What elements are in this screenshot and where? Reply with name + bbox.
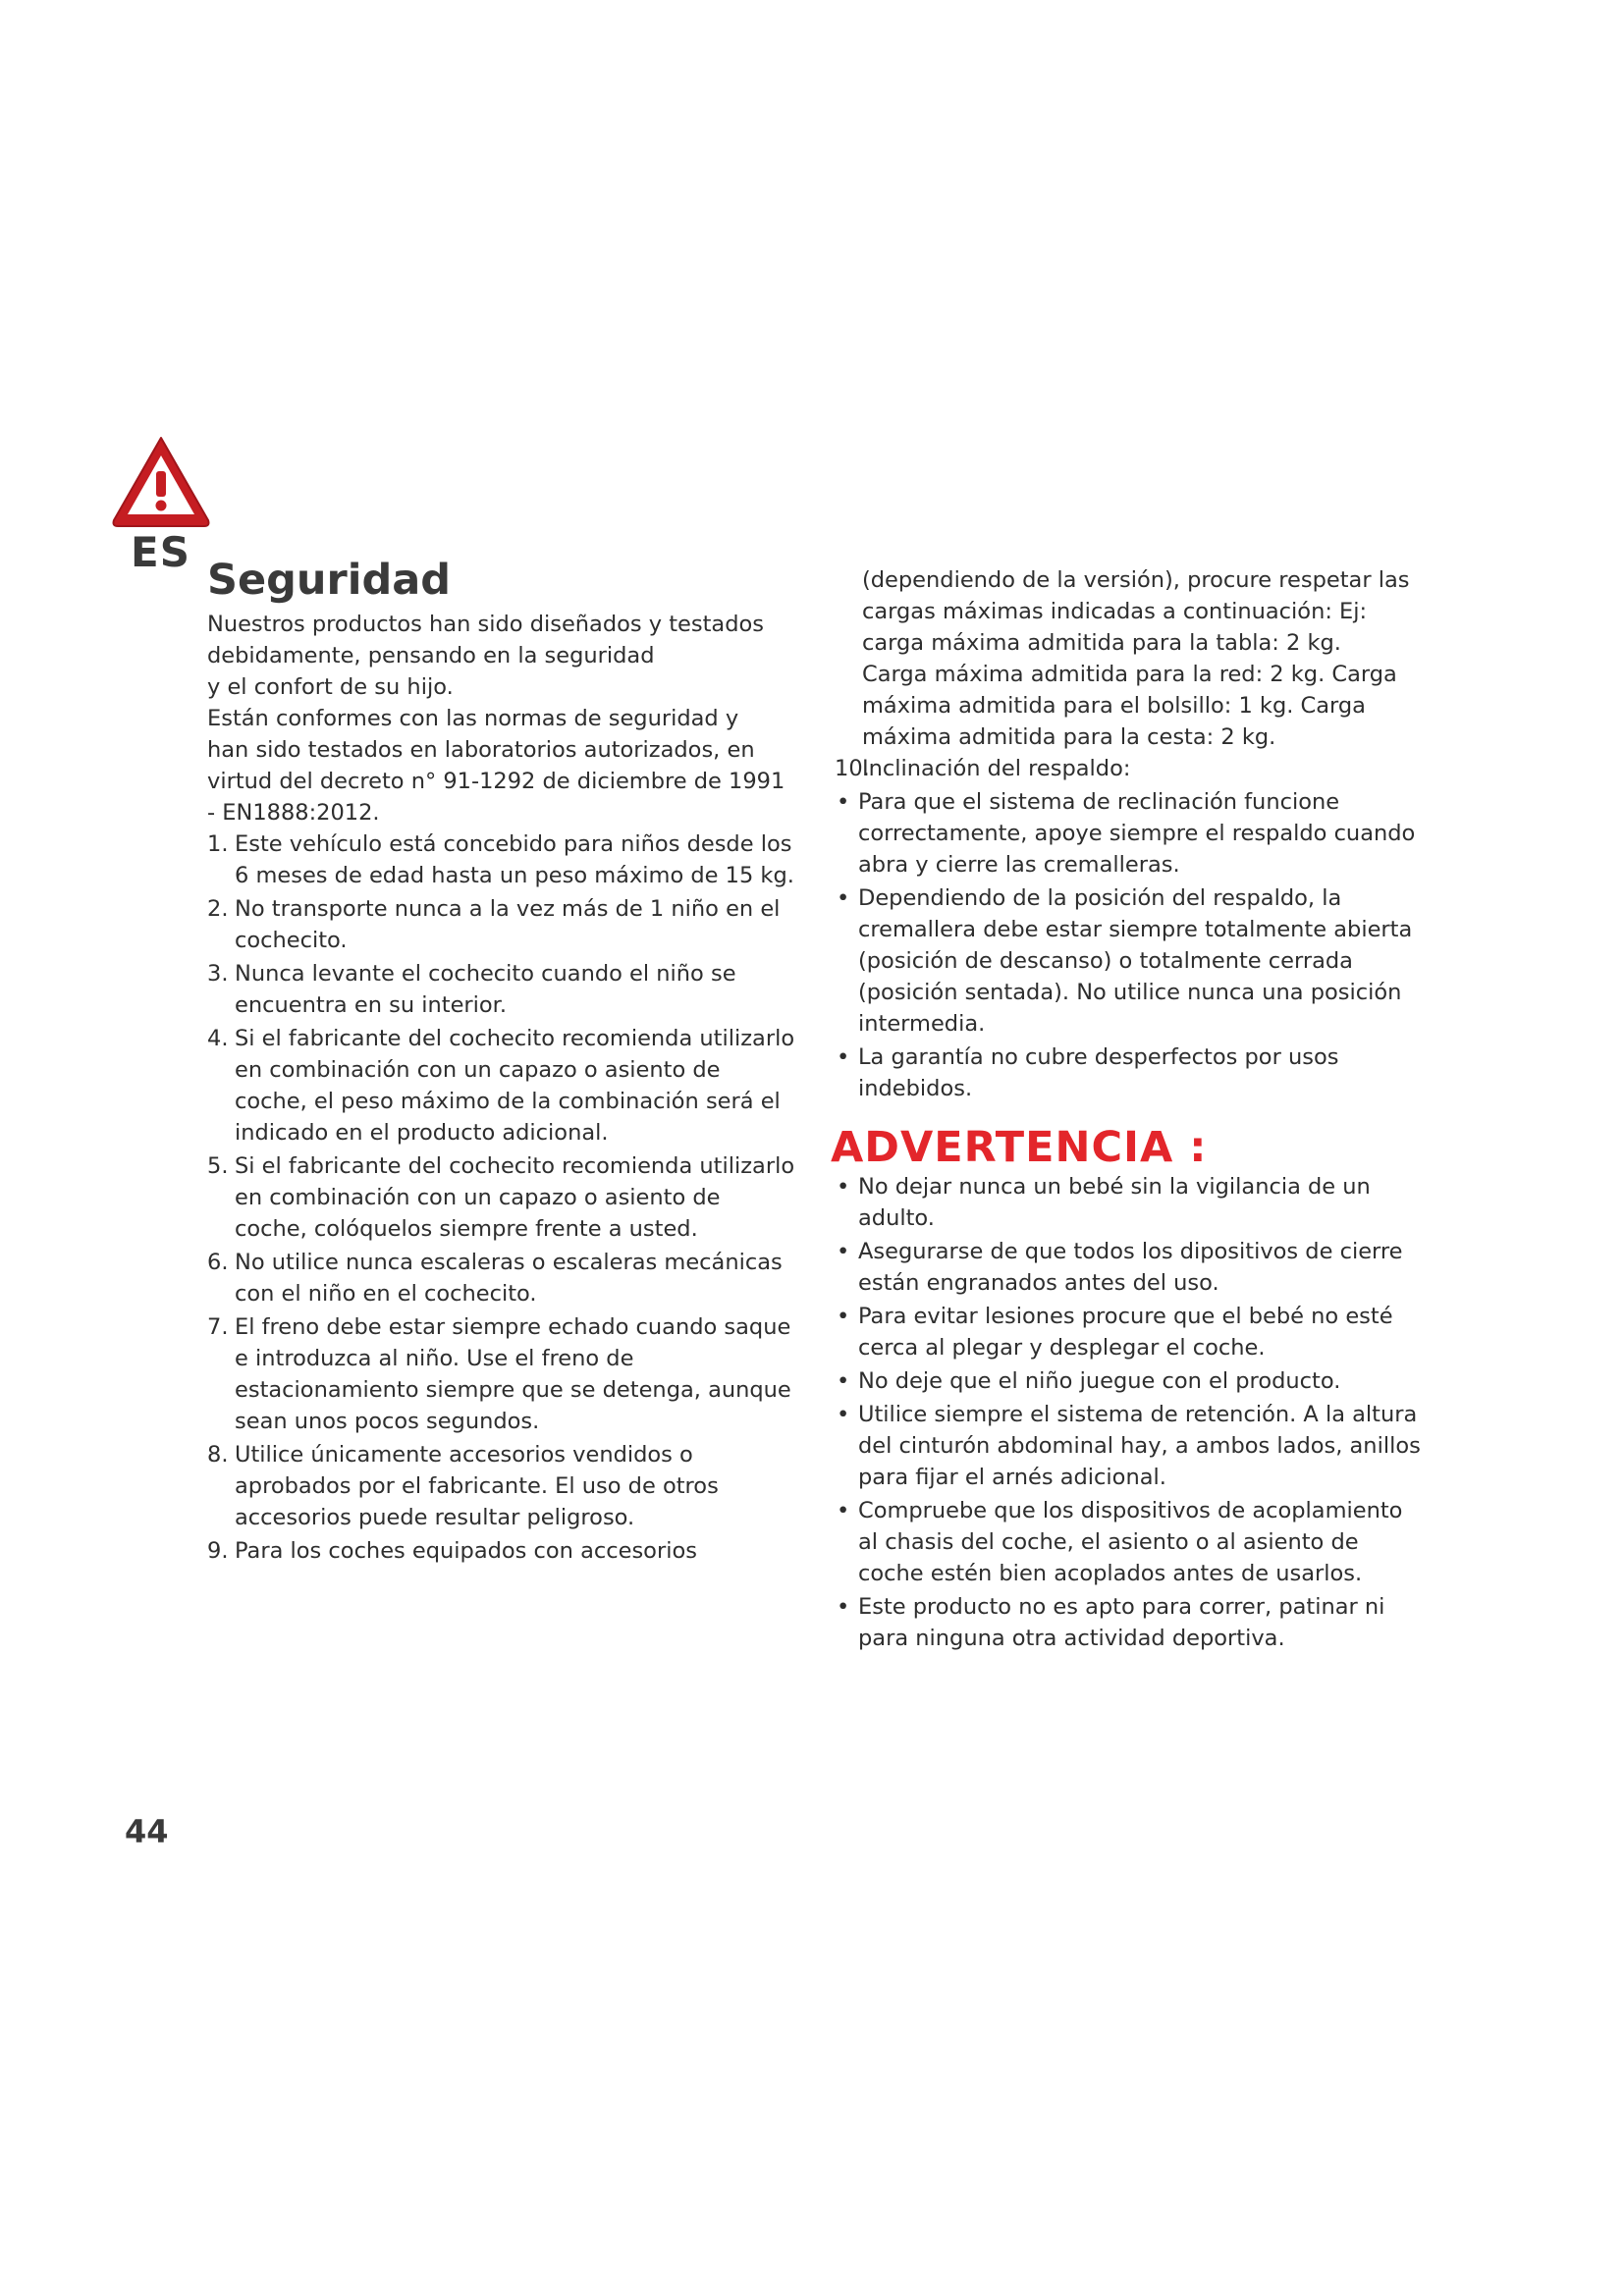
bullet-icon: • xyxy=(837,1498,850,1523)
right-column xyxy=(831,564,1424,1656)
item-number: 10. xyxy=(835,756,870,781)
list-item xyxy=(207,1150,796,1245)
list-item xyxy=(207,1439,796,1533)
continuation-line: carga máxima admitida para la tabla: 2 kg. xyxy=(862,630,1341,656)
bullet-text: Para que el sistema de reclinación funcione correctamente, apoye siempre el respaldo cuando abra y cierre las cremalleras. xyxy=(858,789,1416,878)
list-item xyxy=(835,753,1424,784)
bullet-icon: • xyxy=(837,1368,850,1394)
bullet-item xyxy=(835,1495,1424,1589)
bullet-text: Asegurarse de que todos los dipositivos de cierre están engranados antes del uso. xyxy=(858,1239,1403,1296)
recline-bullets xyxy=(835,786,1424,1104)
intro-text xyxy=(207,609,796,828)
item-text: Si el fabricante del cochecito recomienda utilizarlo en combinación con un capazo o asiento de coche, colóquelos siempre frente a usted. xyxy=(235,1153,795,1242)
list-item xyxy=(207,1535,796,1567)
bullet-icon: • xyxy=(837,1304,850,1329)
bullet-item xyxy=(835,1365,1424,1397)
item-text: Utilice únicamente accesorios vendidos o aprobados por el fabricante. El uso de otros accesorios puede resultar peligroso. xyxy=(235,1442,719,1530)
bullet-icon: • xyxy=(837,789,850,815)
bullet-item xyxy=(835,1591,1424,1654)
warning-triangle-icon xyxy=(108,432,214,530)
intro-line: debidamente, pensando en la seguridad xyxy=(207,643,655,668)
item-number: 9. xyxy=(207,1538,229,1564)
item-9-continuation xyxy=(835,564,1424,753)
bullet-item xyxy=(835,1041,1424,1104)
bullet-text: La garantía no cubre desperfectos por usos indebidos. xyxy=(858,1044,1339,1101)
bullet-icon: • xyxy=(837,1402,850,1427)
bullet-item xyxy=(835,786,1424,881)
bullet-item xyxy=(835,1301,1424,1363)
intro-line: - EN1888:2012. xyxy=(207,800,380,826)
item-text: Para los coches equipados con accesorios xyxy=(235,1538,697,1564)
intro-line: han sido testados en laboratorios autorizados, en xyxy=(207,737,755,763)
bullet-item xyxy=(835,882,1424,1040)
bullet-text: Para evitar lesiones procure que el bebé no esté cerca al plegar y desplegar el coche. xyxy=(858,1304,1393,1361)
item-text: El freno debe estar siempre echado cuando saque e introduzca al niño. Use el freno de estacionamiento siempre que se detenga, aunque sean unos pocos segundos. xyxy=(235,1314,791,1434)
continuation-line: cargas máximas indicadas a continuación: Ej: xyxy=(862,599,1368,624)
bullet-icon: • xyxy=(837,885,850,911)
numbered-list xyxy=(207,828,796,1567)
bullet-text: No dejar nunca un bebé sin la vigilancia de un adulto. xyxy=(858,1174,1371,1231)
page-number: 44 xyxy=(125,1813,169,1850)
item-number: 5. xyxy=(207,1153,229,1179)
intro-line: y el confort de su hijo. xyxy=(207,674,454,700)
list-item xyxy=(207,828,796,891)
bullet-icon: • xyxy=(837,1594,850,1620)
continuation-line: Carga máxima admitida para la red: 2 kg. Carga xyxy=(862,662,1397,687)
list-item xyxy=(207,1311,796,1437)
list-item xyxy=(207,893,796,956)
list-item xyxy=(207,1023,796,1148)
bullet-text: Este producto no es apto para correr, patinar ni para ninguna otra actividad deportiva. xyxy=(858,1594,1385,1651)
list-item xyxy=(207,1247,796,1309)
bullet-item xyxy=(835,1171,1424,1234)
item-number: 3. xyxy=(207,961,229,987)
item-text: Este vehículo está concebido para niños desde los 6 meses de edad hasta un peso máximo de 15 kg. xyxy=(235,831,794,888)
intro-line: Nuestros productos han sido diseñados y testados xyxy=(207,612,764,637)
bullet-text: Utilice siempre el sistema de retención. A la altura del cinturón abdominal hay, a ambos lados, anillos para fijar el arnés adicional. xyxy=(858,1402,1421,1490)
item-text: No utilice nunca escaleras o escaleras mecánicas con el niño en el cochecito. xyxy=(235,1250,783,1307)
bullet-icon: • xyxy=(837,1239,850,1264)
bullet-icon: • xyxy=(837,1174,850,1200)
warning-bullets xyxy=(835,1171,1424,1654)
continuation-line: máxima admitida para la cesta: 2 kg. xyxy=(862,724,1276,750)
item-number: 1. xyxy=(207,831,229,857)
item-text: Inclinación del respaldo: xyxy=(862,756,1131,781)
numbered-list-continued xyxy=(835,753,1424,784)
intro-line: virtud del decreto n° 91-1292 de diciembre de 1991 xyxy=(207,769,785,794)
bullet-item xyxy=(835,1399,1424,1493)
list-item xyxy=(207,958,796,1021)
language-code: ES xyxy=(131,528,190,576)
continuation-line: máxima admitida para el bolsillo: 1 kg. Carga xyxy=(862,693,1366,719)
bullet-text: Dependiendo de la posición del respaldo, la cremallera debe estar siempre totalmente abierta (posición de descanso) o totalmente cerrada (posición sentada). No utilice nunca una posición intermedia. xyxy=(858,885,1413,1037)
bullet-item xyxy=(835,1236,1424,1299)
warning-heading: ADVERTENCIA : xyxy=(831,1123,1208,1172)
item-text: No transporte nunca a la vez más de 1 niño en el cochecito. xyxy=(235,896,781,953)
intro-line: Están conformes con las normas de seguridad y xyxy=(207,706,739,731)
bullet-icon: • xyxy=(837,1044,850,1070)
item-text: Nunca levante el cochecito cuando el niño se encuentra en su interior. xyxy=(235,961,736,1018)
item-number: 8. xyxy=(207,1442,229,1468)
item-text: Si el fabricante del cochecito recomienda utilizarlo en combinación con un capazo o asiento de coche, el peso máximo de la combinación será el indicado en el producto adicional. xyxy=(235,1026,795,1146)
item-number: 2. xyxy=(207,896,229,922)
left-column xyxy=(207,609,796,1569)
item-number: 6. xyxy=(207,1250,229,1275)
bullet-text: Compruebe que los dispositivos de acoplamiento al chasis del coche, el asiento o al asiento de coche estén bien acoplados antes de usarlos. xyxy=(858,1498,1403,1586)
item-number: 7. xyxy=(207,1314,229,1340)
item-number: 4. xyxy=(207,1026,229,1051)
page-title: Seguridad xyxy=(207,556,452,605)
bullet-text: No deje que el niño juegue con el producto. xyxy=(858,1368,1341,1394)
continuation-line: (dependiendo de la versión), procure respetar las xyxy=(862,567,1410,593)
